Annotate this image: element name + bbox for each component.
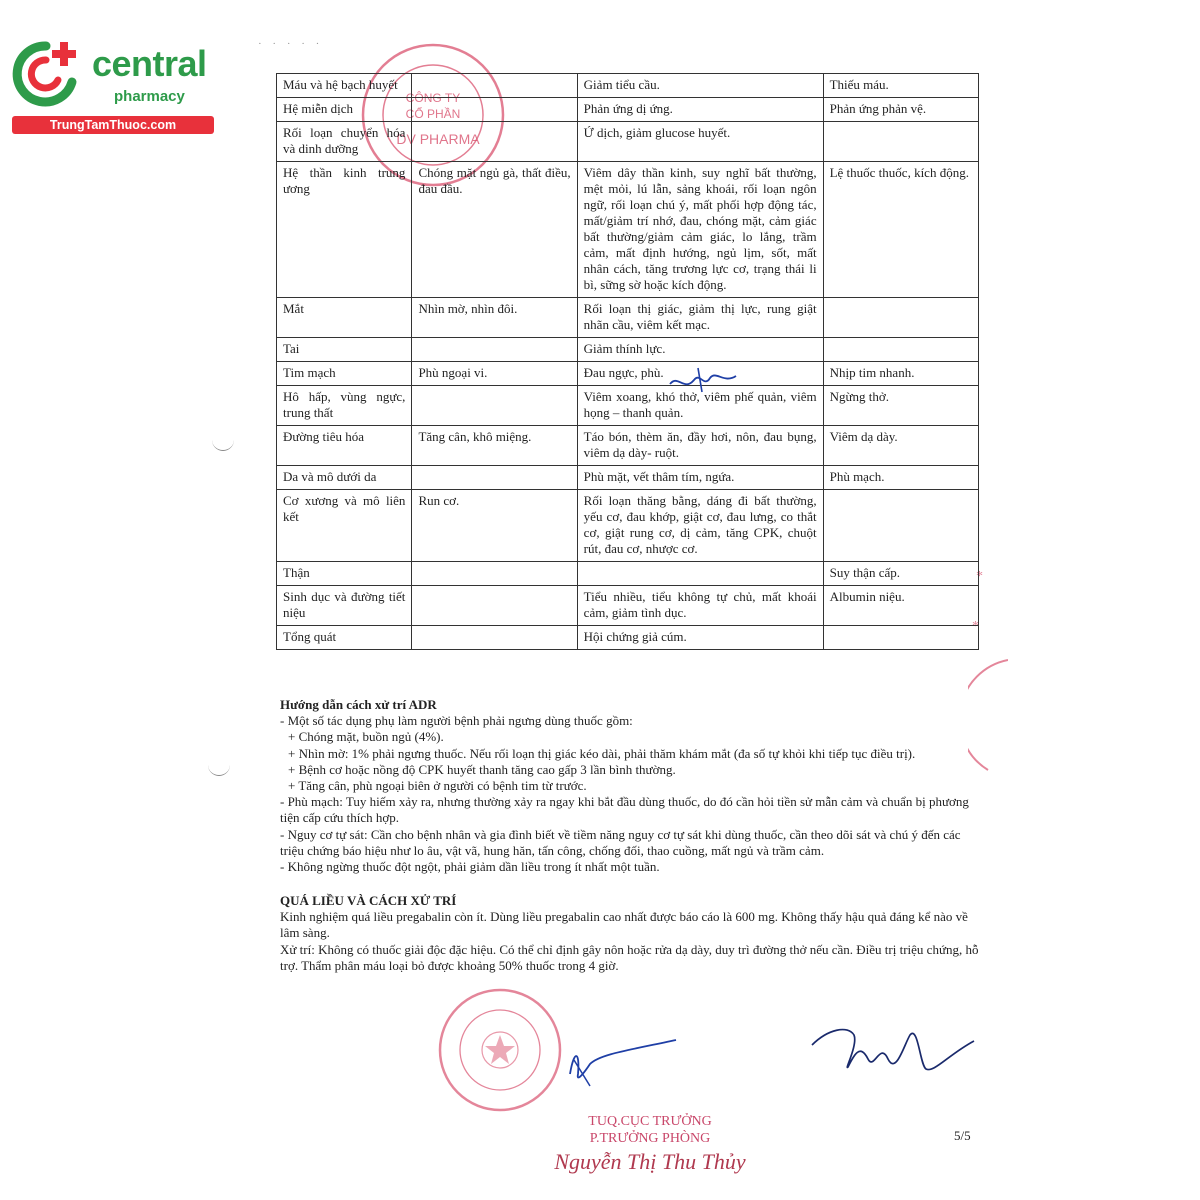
uncommon-cell: Ứ dịch, giảm glucose huyết. — [577, 122, 823, 162]
rare-cell: Suy thận cấp. — [823, 562, 978, 586]
organ-cell: Tổng quát — [277, 626, 412, 650]
rare-cell: Phản ứng phản vệ. — [823, 98, 978, 122]
organ-cell: Rối loạn chuyển hóa và dinh dưỡng — [277, 122, 412, 162]
uncommon-cell: Hội chứng giả cúm. — [577, 626, 823, 650]
rare-cell — [823, 338, 978, 362]
central-pharmacy-logo[interactable] — [10, 38, 215, 138]
uncommon-cell: Táo bón, thèm ăn, đầy hơi, nôn, đau bụng, viêm dạ dày- ruột. — [577, 426, 823, 466]
signer-title-1: TUQ.CỤC TRƯỞNG — [588, 1114, 712, 1129]
adr-guide-section — [280, 697, 980, 875]
table-row — [277, 362, 979, 386]
adr-line: - Phù mạch: Tuy hiếm xảy ra, nhưng thường xảy ra ngay khi bắt đầu dùng thuốc, do đó cần hỏi tiền sử mẫn cảm và chuẩn bị phương tiện cấp cứu thích hợp. — [280, 794, 969, 826]
svg-text:*: * — [972, 619, 979, 634]
signer-title-2: P.TRƯỞNG PHÒNG — [589, 1131, 711, 1146]
svg-text:CỔ PHẦN: CỔ PHẦN — [405, 107, 461, 121]
uncommon-cell: Rối loạn thăng bằng, dáng đi bất thường, yếu cơ, đau khớp, giật cơ, đau lưng, co thắt cơ, giật rung cơ, dị cảm, tăng CPK, chuột rút, đau cơ, nhược cơ. — [577, 490, 823, 562]
organ-cell: Hệ thần kinh trung ương — [277, 162, 412, 298]
svg-text:DV PHARMA: DV PHARMA — [396, 131, 480, 147]
organ-cell: Mắt — [277, 298, 412, 338]
rare-cell: Albumin niệu. — [823, 586, 978, 626]
overdose-section — [280, 893, 980, 974]
overdose-paragraph: Xử trí: Không có thuốc giải độc đặc hiệu. Có thể chỉ định gây nôn hoặc rửa dạ dày, duy trì đường thở nếu cần. Điều trị triệu chứng, hỗ trợ. Thẩm phân máu loại bỏ được khoảng 50% thuốc trong 4 giờ. — [280, 941, 979, 973]
rare-cell — [823, 122, 978, 162]
uncommon-cell: Phù mặt, vết thâm tím, ngứa. — [577, 466, 823, 490]
ministry-stamp — [435, 985, 565, 1115]
common-cell — [412, 338, 577, 362]
punch-hole — [208, 765, 230, 776]
common-cell — [412, 586, 577, 626]
table-row — [277, 562, 979, 586]
svg-text:*: * — [976, 569, 983, 584]
rare-cell: Nhịp tim nhanh. — [823, 362, 978, 386]
uncommon-cell: Viêm dây thần kinh, suy nghĩ bất thường, mệt mỏi, lú lẫn, sảng khoái, rối loạn ngôn ngữ, rối loạn chú ý, mất phối hợp động tác, mất/giảm trí nhớ, đau, chóng mặt, cảm giác bất thường/giảm cảm giác, lo lắng, trầm cảm, mất định hướng, ngủ lịm, sốt, mất nhân cách, tăng trương lực cơ, trạng thái li bì, sững sờ hoặc kích động. — [577, 162, 823, 298]
adr-line: + Bệnh cơ hoặc nồng độ CPK huyết thanh tăng cao gấp 3 lần bình thường. — [288, 761, 676, 777]
table-row — [277, 338, 979, 362]
common-cell — [412, 386, 577, 426]
rare-cell — [823, 298, 978, 338]
organ-cell: Thận — [277, 562, 412, 586]
table-row — [277, 298, 979, 338]
rare-cell: Lệ thuốc thuốc, kích động. — [823, 162, 978, 298]
uncommon-cell: Đau ngực, phù. — [577, 362, 823, 386]
common-cell — [412, 626, 577, 650]
rare-cell — [823, 490, 978, 562]
common-cell: Run cơ. — [412, 490, 577, 562]
uncommon-cell — [577, 562, 823, 586]
organ-cell: Máu và hệ bạch huyết — [277, 74, 412, 98]
brand-name: central — [92, 43, 207, 84]
table-row — [277, 74, 979, 98]
pharmacy-cross-icon — [10, 38, 82, 110]
initial-signature — [668, 366, 738, 394]
rare-cell: Phù mạch. — [823, 466, 978, 490]
signature-block — [540, 1113, 760, 1174]
table-row — [277, 466, 979, 490]
uncommon-cell: Giảm thính lực. — [577, 338, 823, 362]
adr-line: + Nhìn mờ: 1% phải ngưng thuốc. Nếu rối loạn thị giác kéo dài, phải thăm khám mắt (đa số tự khỏi khi tiếp tục điều trị). — [288, 745, 916, 761]
adr-line: - Không ngừng thuốc đột ngột, phải giảm dần liều trong ít nhất một tuần. — [280, 859, 660, 875]
organ-cell: Hô hấp, vùng ngực, trung thất — [277, 386, 412, 426]
common-cell: Phù ngoại vi. — [412, 362, 577, 386]
overdose-paragraph: Kinh nghiệm quá liều pregabalin còn ít. Dùng liều pregabalin cao nhất được báo cáo là 600 mg. Không thấy hậu quả đáng kể nào về lâm sàng. — [280, 909, 968, 941]
rare-cell: Ngừng thở. — [823, 386, 978, 426]
adr-guide-title: Hướng dẫn cách xử trí ADR — [280, 697, 437, 712]
common-cell — [412, 466, 577, 490]
organ-cell: Tai — [277, 338, 412, 362]
uncommon-cell: Phản ứng dị ứng. — [577, 98, 823, 122]
uncommon-cell: Tiểu nhiều, tiểu không tự chủ, mất khoái cảm, giảm tình dục. — [577, 586, 823, 626]
uncommon-cell: Giảm tiểu cầu. — [577, 74, 823, 98]
brand-sub: pharmacy — [114, 88, 185, 105]
adr-line: + Chóng mặt, buồn ngủ (4%). — [288, 729, 444, 745]
rare-cell: Viêm dạ dày. — [823, 426, 978, 466]
table-row — [277, 386, 979, 426]
rare-cell: Thiếu máu. — [823, 74, 978, 98]
common-cell — [412, 122, 577, 162]
signer-name: Nguyễn Thị Thu Thủy — [554, 1149, 746, 1174]
uncommon-cell: Viêm xoang, khó thở, viêm phế quản, viêm họng – thanh quản. — [577, 386, 823, 426]
common-cell — [412, 98, 577, 122]
adr-line: + Tăng cân, phù ngoại biên ở người có bệnh tim từ trước. — [288, 778, 587, 794]
svg-text:CÔNG TY: CÔNG TY — [405, 91, 461, 105]
adr-line: - Nguy cơ tự sát: Cần cho bệnh nhân và gia đình biết về tiềm năng nguy cơ tự sát khi dùng thuốc, cần theo dõi sát và chú ý đến các triệu chứng báo hiệu như lo âu, vật vã, hung hăn, tấn công, chống đối, thao cuồng, mất ngủ và trầm cảm. — [280, 826, 961, 858]
page-number: 5/5 — [954, 1128, 971, 1143]
table-row — [277, 98, 979, 122]
scan-marks: · · · · · — [258, 38, 324, 50]
common-cell — [412, 74, 577, 98]
rare-cell — [823, 626, 978, 650]
common-cell: Tăng cân, khô miệng. — [412, 426, 577, 466]
brand-url[interactable]: TrungTamThuoc.com — [12, 116, 214, 134]
company-signature — [808, 1015, 978, 1085]
common-cell: Nhìn mờ, nhìn đôi. — [412, 298, 577, 338]
organ-cell: Da và mô dưới da — [277, 466, 412, 490]
table-row — [277, 122, 979, 162]
organ-cell: Hệ miễn dịch — [277, 98, 412, 122]
adverse-reaction-table — [276, 73, 979, 650]
common-cell: Chóng mặt ngủ gà, thất điều, đau đầu. — [412, 162, 577, 298]
organ-cell: Sinh dục và đường tiết niệu — [277, 586, 412, 626]
uncommon-cell: Rối loạn thị giác, giảm thị lực, rung giật nhãn cầu, viêm kết mạc. — [577, 298, 823, 338]
overdose-title: QUÁ LIỀU VÀ CÁCH XỬ TRÍ — [280, 893, 457, 908]
punch-hole — [212, 440, 234, 451]
director-signature — [560, 1030, 680, 1090]
organ-cell: Tim mạch — [277, 362, 412, 386]
table-row — [277, 490, 979, 562]
table-row — [277, 626, 979, 650]
table-row — [277, 426, 979, 466]
common-cell — [412, 562, 577, 586]
organ-cell: Cơ xương và mô liên kết — [277, 490, 412, 562]
organ-cell: Đường tiêu hóa — [277, 426, 412, 466]
adr-line: - Một số tác dụng phụ làm người bệnh phải ngưng dùng thuốc gồm: — [280, 713, 633, 729]
table-row — [277, 586, 979, 626]
table-row — [277, 162, 979, 298]
